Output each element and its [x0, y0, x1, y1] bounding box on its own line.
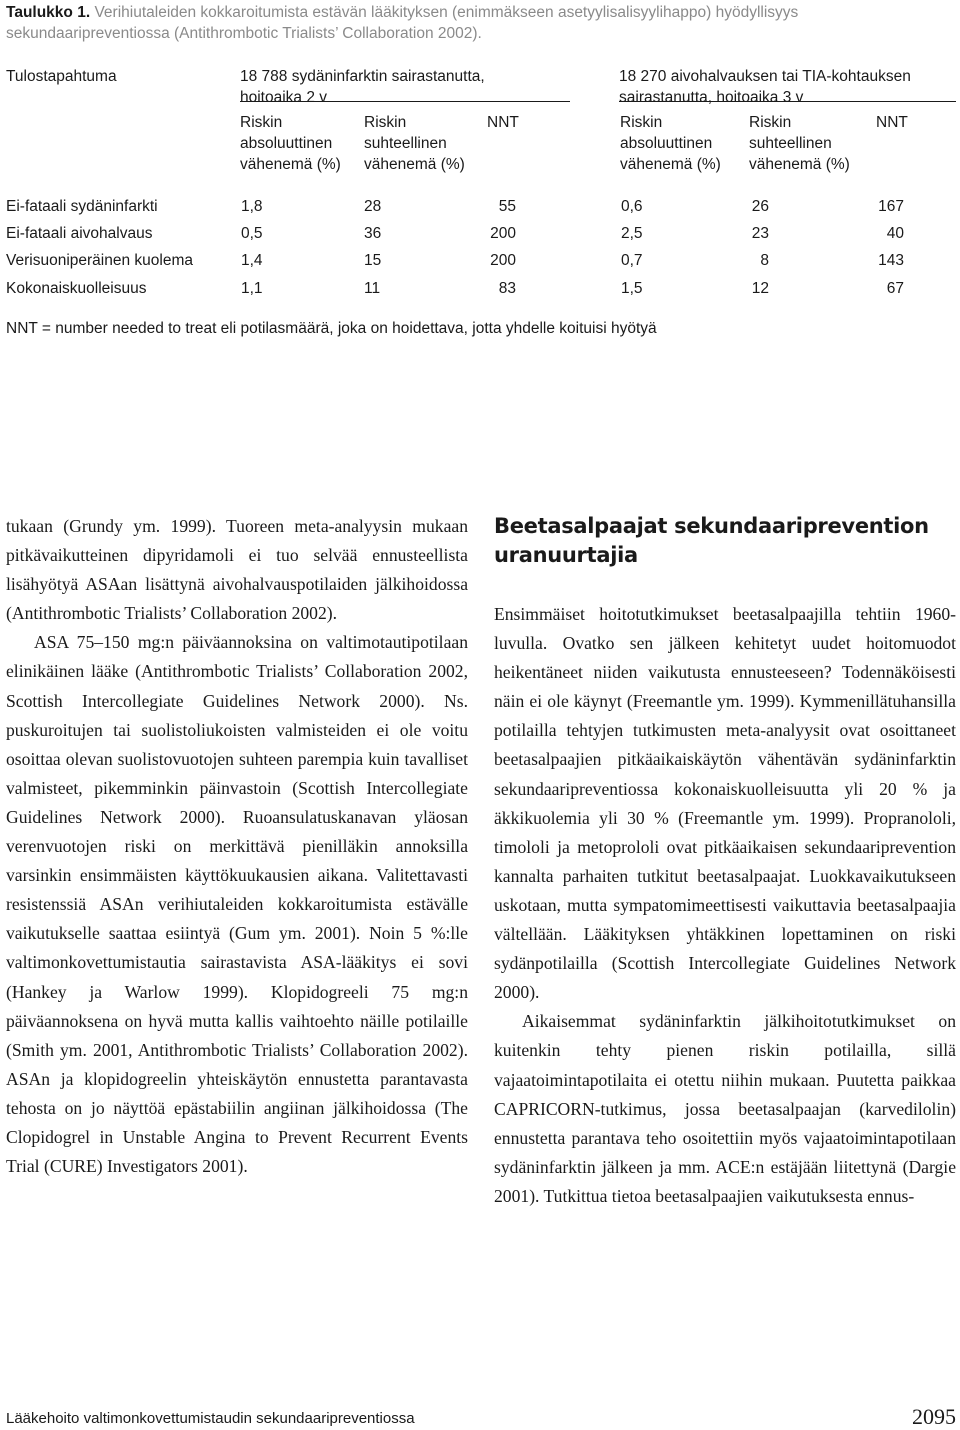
subheader-relative-2: Riskin suhteellinen vähenemä (%) [749, 114, 850, 173]
table-cell: 67 [886, 280, 904, 297]
subheader-nnt-2: NNT [876, 114, 908, 131]
paragraph: Ensimmäiset hoitotutkimukset beetasalpaajilla tehtiin 1960-luvulla. Ovatko sen jälkeen kehitetyt uudet hoitomuodot heikentäneet niiden vaikutusta ennusteeseen? Todennäköisesti näin ei ole käynyt (Freemantle ym. 1999). Kymmenillätuhansilla potilailla tehtyjen tutkimusten meta-analyysit ovat osoittaneet beetasalpaajien pitkäaikaiskäytön vähentävän sydäninfarktin sekundaaripreventiossa kokonaiskuolleisuutta yli 20 % ja äkkikuolemia yli 30 % (Freemantle ym. 1999). Propranololi, timololi ja metoprololi ovat pitkäaikaisen sekundaariprevention kannalta parhaiten tutkitut beetasalpaajat. Luokkavaikutukseen uskotaan, mutta sympatomimeettisesti vaikuttavia beetasalpaajia vältellään. Lääkityksen yhtäkkinen lopettaminen on riski sydänpotilailla (Scottish Intercollegiate Guidelines Network 2000). [494, 604, 956, 1003]
paragraph: ASA 75–150 mg:n päiväannoksina on valtimotautipotilaan elinikäinen lääke (Antithrombotic Trialists’ Collaboration 2002, Scottish Intercollegiate Guidelines Network 2000). Ns. puskuroitujen tai suolistoliukoisten valmisteiden ei ole voitu osoittaa olevan suolistovuotojen suhteen parempia kuin tavalliset valmisteet, pikemminkin päinvastoin (Scottish Intercollegiate Guidelines Network 2000). Ruoansulatuskanavan yläosan verenvuotojen riski on merkittävä pienilläkin annoksilla varsinkin ensimmäisten käyttökuukausien aikana. Valitettavasti resistenssiä ASAn verihiutaleiden kokkaroitumista estävälle vaikutukselle saattaa esiintyä (Gum ym. 2001). Noin 5 %:lle valtimonkovettumistautia sairastavista ASA-lääkitys ei sovi (Hankey ja Warlow 1999). Klopidogreeli 75 mg:n päiväannoksena on hyvä mutta kallis vaihtoehto näille potilaille (Smith ym. 2001, Antithrombotic Trialists’ Collaboration 2002). ASAn ja klopidogreelin yhteiskäytön ennustetta parantavasta tehosta on jo näyttöä epästabiilin angiinan jälkihoidossa (The Clopidogrel in Unstable Angina to Prevent Recurrent Events Trial (CURE) Investigators 2001). [6, 632, 468, 1177]
table-cell: 28 [364, 198, 382, 215]
table-caption-text: Verihiutaleiden kokkaroitumista estävän lääkityksen (enimmäkseen asetyylisalisyylihappo) hyödyllisyys sekundaaripreventiossa (Antithrombotic Trialists’ Collaboration 2002). [6, 4, 799, 42]
table-row-label: Ei-fataali aivohalvaus [6, 225, 153, 242]
paragraph: Aikaisemmat sydäninfarktin jälkihoitotutkimukset on kuitenkin tehty pienen riskin potilailla, sillä vajaatoimintapotilaita ei otettu niihin mukaan. Puutetta paikkaa CAPRICORN-tutkimus, jossa beetasalpaajan (karvedilolin) ennustetta parantava teho osoitettiin myös vajaatoimintapotilaan sydäninfarktin jälkeen ja mm. ACE:n estäjään liitettynä (Dargie 2001). Tutkittua tietoa beetasalpaajien vaikutuksesta ennus- [494, 1011, 956, 1206]
group-header-stroke: 18 270 aivohalvauksen tai TIA-kohtauksen sairastanutta, hoitoaika 3 v [619, 68, 911, 106]
table-cell: 0,5 [241, 225, 263, 242]
table-cell: 0,7 [621, 252, 643, 269]
subheader-absolute-1: Riskin absoluuttinen vähenemä (%) [240, 114, 341, 173]
body-column-left [6, 512, 468, 1181]
group-rule-myocardial [240, 101, 570, 102]
body-column-right [494, 512, 956, 1211]
section-heading: Beetasalpaajat sekundaariprevention uranuurtajia [494, 514, 929, 567]
table-cell: 143 [878, 252, 904, 269]
running-footer-title: Lääkehoito valtimonkovettumistaudin sekundaaripreventiossa [6, 1410, 415, 1427]
group-rule-stroke [619, 101, 956, 102]
table-cell: 200 [490, 252, 516, 269]
table-cell: 0,6 [621, 198, 643, 215]
table-cell: 36 [364, 225, 382, 242]
table-cell: 1,8 [241, 198, 263, 215]
table-cell: 23 [751, 225, 769, 242]
table-row-label: Ei-fataali sydäninfarkti [6, 198, 158, 215]
table-cell: 1,4 [241, 252, 263, 269]
table-cell: 12 [751, 280, 769, 297]
stub-header: Tulostapahtuma [6, 68, 117, 85]
table-cell: 167 [878, 198, 904, 215]
table-cell: 83 [498, 280, 516, 297]
table-cell: 1,5 [621, 280, 643, 297]
paragraph: tukaan (Grundy ym. 1999). Tuoreen meta-analyysin mukaan pitkävaikutteinen dipyridamoli ei tuo selvää ennusteellista lisähyötyä ASAan lisättynä aivohalvauspotilaiden jälkihoidossa (Antithrombotic Trialists’ Collaboration 2002). [6, 516, 468, 624]
results-table [6, 66, 956, 346]
subheader-absolute-2: Riskin absoluuttinen vähenemä (%) [620, 114, 721, 173]
table-row-label: Kokonaiskuolleisuus [6, 280, 147, 297]
table-footnote: NNT = number needed to treat eli potilasmäärä, joka on hoidettava, jotta yhdelle koituisi hyötyä [6, 320, 657, 337]
table-cell: 26 [751, 198, 769, 215]
table-cell: 8 [760, 252, 769, 269]
table-caption-label: Taulukko 1. [6, 4, 91, 21]
table-cell: 55 [498, 198, 516, 215]
table-cell: 1,1 [241, 280, 263, 297]
table-cell: 2,5 [621, 225, 643, 242]
subheader-relative-1: Riskin suhteellinen vähenemä (%) [364, 114, 465, 173]
table-cell: 200 [490, 225, 516, 242]
table-cell: 11 [364, 280, 381, 297]
table-cell: 15 [364, 252, 382, 269]
table-caption [6, 2, 956, 44]
table-cell: 40 [886, 225, 904, 242]
group-header-myocardial: 18 788 sydäninfarktin sairastanutta, hoitoaika 2 v [240, 68, 485, 106]
subheader-nnt-1: NNT [487, 114, 519, 131]
table-row-label: Verisuoniperäinen kuolema [6, 252, 193, 269]
page-number: 2095 [912, 1404, 956, 1429]
